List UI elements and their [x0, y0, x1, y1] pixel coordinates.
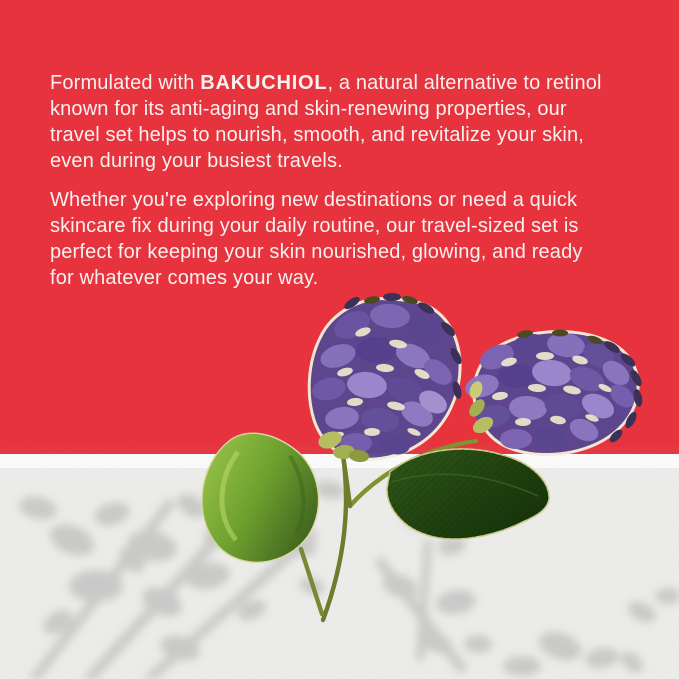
- description-copy: [50, 70, 645, 291]
- description-paragraph-1: [50, 70, 645, 174]
- paragraph1-line1-post: , a natural alternative to retinol: [327, 72, 602, 94]
- paragraph1-line3: travel set helps to nourish, smooth, and revitalize your skin,: [50, 124, 584, 146]
- description-paragraph-2: [50, 187, 645, 291]
- textured-background: [0, 468, 679, 679]
- paragraph2-line3: perfect for keeping your skin nourished, glowing, and ready: [50, 241, 583, 263]
- paragraph2-line1: Whether you're exploring new destinations or need a quick: [50, 189, 578, 211]
- paragraph2-line4: for whatever comes your way.: [50, 267, 319, 289]
- bakuchiol-highlight: BAKUCHIOL: [200, 72, 328, 94]
- paragraph1-line4: even during your busiest travels.: [50, 150, 343, 172]
- paragraph1-line1: [50, 72, 602, 94]
- paragraph2-line2: skincare fix during your daily routine, our travel-sized set is: [50, 215, 579, 237]
- paragraph1-line1-pre: Formulated with: [50, 72, 201, 94]
- divider-strip: [0, 454, 679, 468]
- paragraph1-line2: known for its anti-aging and skin-renewing properties, our: [50, 98, 567, 120]
